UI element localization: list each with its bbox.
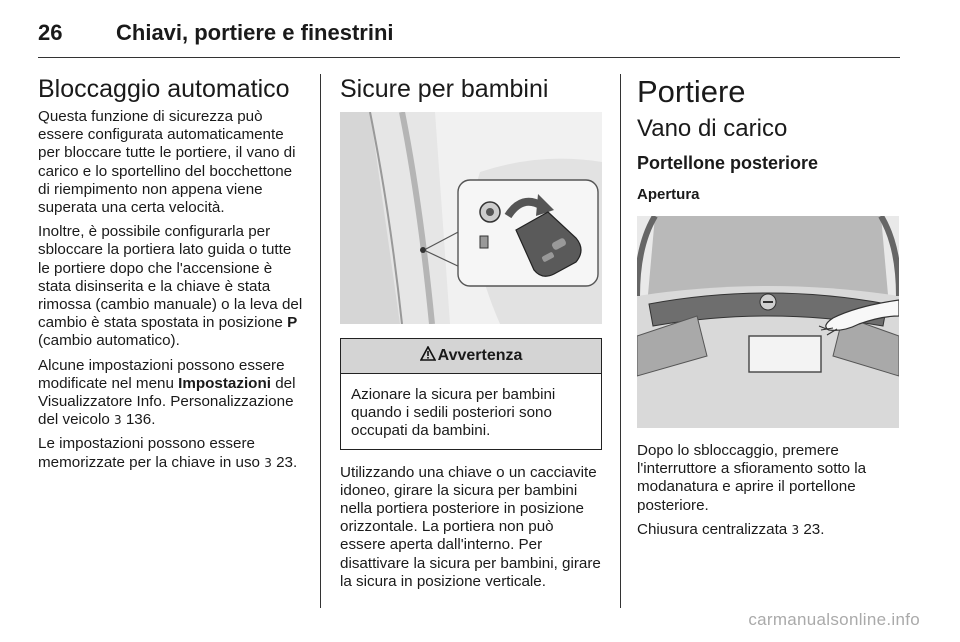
paragraph: Dopo lo sbloccaggio, premere l'interruttore a sfioramento sotto la modanatura e aprire il portellone posteriore. [637,442,867,514]
paragraph: Questa funzione di sicurezza può essere configurata automaticamente per bloccare tutte le portiere, il vano di carico e lo sportellino del bocchettone di riempimento non appena viene superata una certa velocità. [38,108,296,217]
paragraph: Utilizzando una chiave o un cacciavite idoneo, girare la sicura per bambini nella portiera posteriore in posizione orizzontale. La portiera non può essere aperta dall'interno. Per disattivare la sicura per bambini, girare la sicura in posizione verticale. [340,463,601,590]
page-ref-link[interactable]: 23. [276,453,298,471]
menu-name: Impostazioni [178,374,271,392]
door-key-image [340,112,602,324]
page-header [38,14,900,58]
header-rule [38,57,900,58]
page-ref-link[interactable]: 23. [803,520,825,538]
page-ref-icon: 3 [791,522,800,537]
column-divider-1 [320,74,321,608]
section-heading-doors: Portiere [637,74,746,109]
column-doors [637,74,901,545]
subsection-heading-opening: Apertura [637,186,700,203]
page-ref-icon: 3 [113,413,122,428]
paragraph: Alcune impostazioni possono essere modificate nel menu Impostazioni del Visualizzatore Info. Personalizzazione del veicolo 3 136. [38,356,296,429]
section-heading-child-locks: Sicure per bambini [340,75,549,103]
column-child-locks [340,74,602,597]
tailgate-illustration [637,216,899,428]
gear-position-p: P [287,314,298,332]
warning-header [341,339,601,374]
paragraph: Le impostazioni possono essere memorizzate per la chiave in uso 3 23. [38,435,298,471]
subsection-heading-tailgate: Portellone posteriore [637,153,819,173]
page-ref-icon: 3 [264,455,272,470]
column-automatic-locking [38,74,304,478]
page-number: 26 [38,20,63,45]
paragraph: Inoltre, è possibile configurarla per sbloccare la portiera lato guida o tutte le portiere dopo che l'accensione è stata disinserita e la chiave è stata rimossa (cambio manuale) o la leva del cambio è stata spostata in posizione P (cambio automatico). [38,223,303,350]
warning-title: Avvertenza [437,347,523,364]
tailgate-image [637,216,899,428]
warning-icon [420,340,436,355]
warning-text: Azionare la sicura per bambini quando i sedili posteriori sono occupati da bambini. [351,386,556,440]
section-heading-automatic-locking: Bloccaggio automatico [38,75,290,103]
child-lock-illustration [340,112,602,324]
subsection-heading-cargo: Vano di carico [637,115,788,142]
page-ref-link[interactable]: 136. [125,411,156,429]
chapter-title: Chiavi, portiere e finestrini [116,20,394,45]
warning-body [341,374,601,449]
warning-box [340,338,602,450]
paragraph: Chiusura centralizzata 3 23. [637,520,825,538]
column-divider-2 [620,74,621,608]
watermark: carmanualsonline.info [748,610,920,629]
